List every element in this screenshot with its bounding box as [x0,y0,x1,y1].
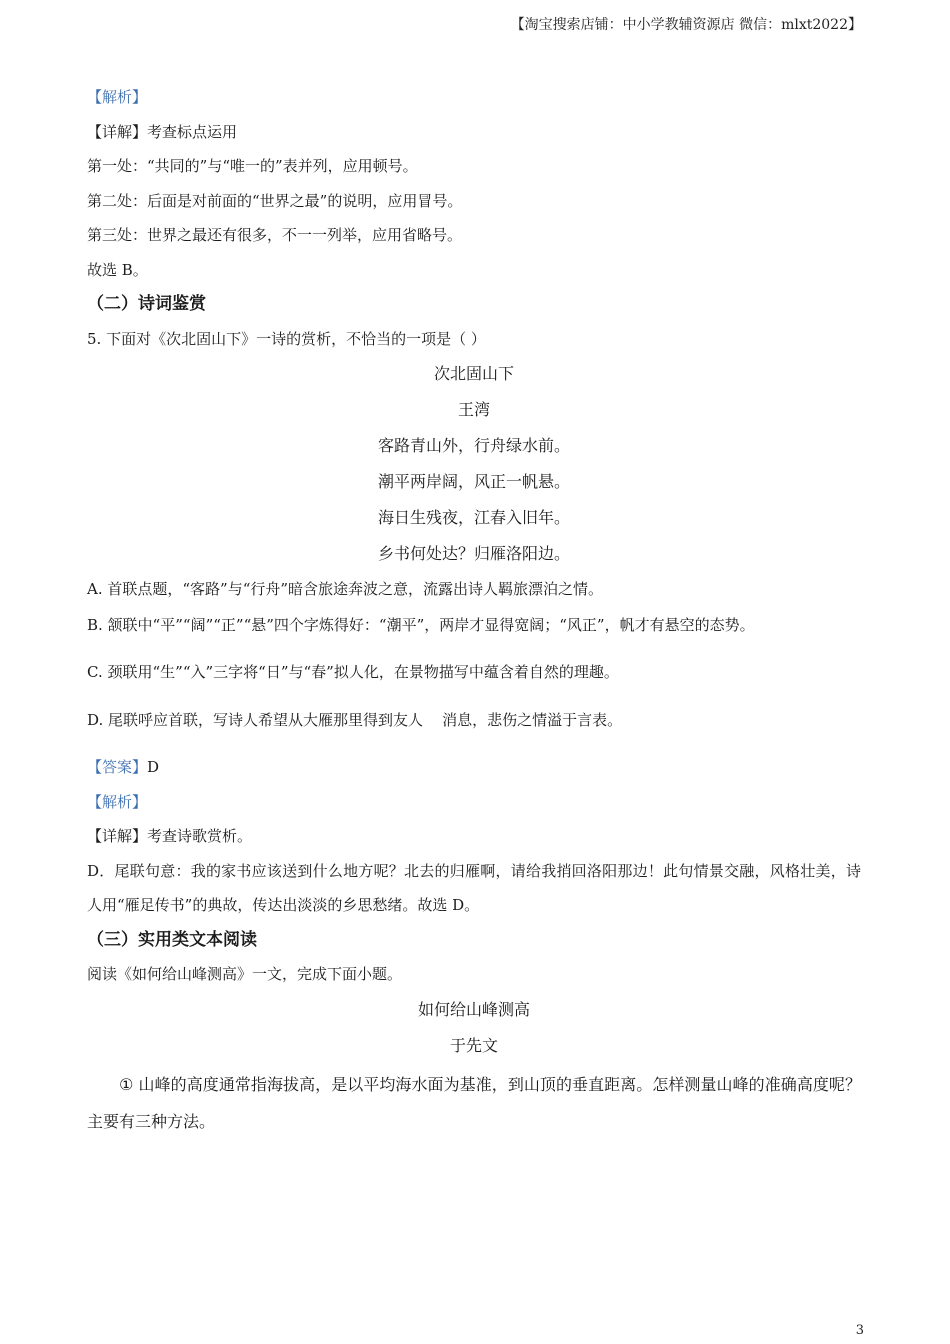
poem-title: 次北固山下 [433,364,514,383]
q4-analysis-label: 【解析】 [87,88,148,106]
page-number: 3 [855,1323,864,1338]
page-header: 【淘宝搜索店铺：中小学教辅资源店 微信：mlxt2022】 [510,17,862,33]
q5-answer [87,750,861,785]
poem-line-3: 海日生残夜，江春入旧年。 [377,508,570,527]
q4-line-4: 故选 B。 [87,260,148,279]
q5-question: 5. 下面对《次北固山下》一诗的赏析，不恰当的一项是（ ） [87,329,486,348]
poem-line-2: 潮平两岸阔，风正一帆悬。 [377,472,570,491]
q5-option-b: B. 颔联中“平”“阔”“正”“悬”四个字炼得好：“潮平”，两岸才显得宽阔；“风正”，帆才有悬空的态势。 [87,615,755,634]
q4-line-1: 第一处：“共同的”与“唯一的”表并列，应用顿号。 [87,157,418,175]
reading-paragraph-1: ① 山峰的高度通常指海拔高，是以平均海水面为基准，到山顶的垂直距离。怎样测量山峰的准确高度呢？主要有三种方法。 [87,1074,861,1131]
reading-intro: 阅读《如何给山峰测高》一文，完成下面小题。 [87,965,403,983]
poem-author: 王湾 [457,400,490,419]
reading-title: 如何给山峰测高 [417,999,530,1019]
section-3-title: （三）实用类文本阅读 [87,929,257,950]
poem-line-4: 乡书何处达？归雁洛阳边。 [377,544,570,563]
q4-line-2: 第二处：后面是对前面的“世界之最”的说明，应用冒号。 [87,191,463,210]
q4-line-3: 第三处：世界之最还有很多，不一一列举，应用省略号。 [87,226,463,244]
reading-author: 于先文 [449,1035,498,1055]
q5-option-d: D. 尾联呼应首联，写诗人希望从大雁那里得到友人 消息，悲伤之情溢于言表。 [87,710,623,729]
document-body [87,80,861,1140]
q5-analysis-label: 【解析】 [87,792,148,811]
q5-answer-label: 【答案】 [87,758,148,776]
q4-detail: 【详解】考查标点运用 [87,122,238,141]
q5-detail: 【详解】考查诗歌赏析。 [87,827,253,845]
section-2-title: （二）诗词鉴赏 [87,294,206,314]
poem-line-1: 客路青山外，行舟绿水前。 [377,436,570,455]
q5-answer-value: D [147,758,160,776]
q5-option-c: C. 颈联用“生”“入”三字将“日”与“春”拟人化，在景物描写中蕴含着自然的理趣。 [87,663,619,681]
q5-explanation: D．尾联句意：我的家书应该送到什么地方呢？北去的归雁啊，请给我捎回洛阳那边！此句情景交融，风格壮美，诗人用“雁足传书”的典故，传达出淡淡的乡思愁绪。故选 D。 [87,861,861,914]
q5-option-a: A. 首联点题，“客路”与“行舟”暗含旅途奔波之意，流露出诗人羁旅漂泊之情。 [87,580,604,598]
